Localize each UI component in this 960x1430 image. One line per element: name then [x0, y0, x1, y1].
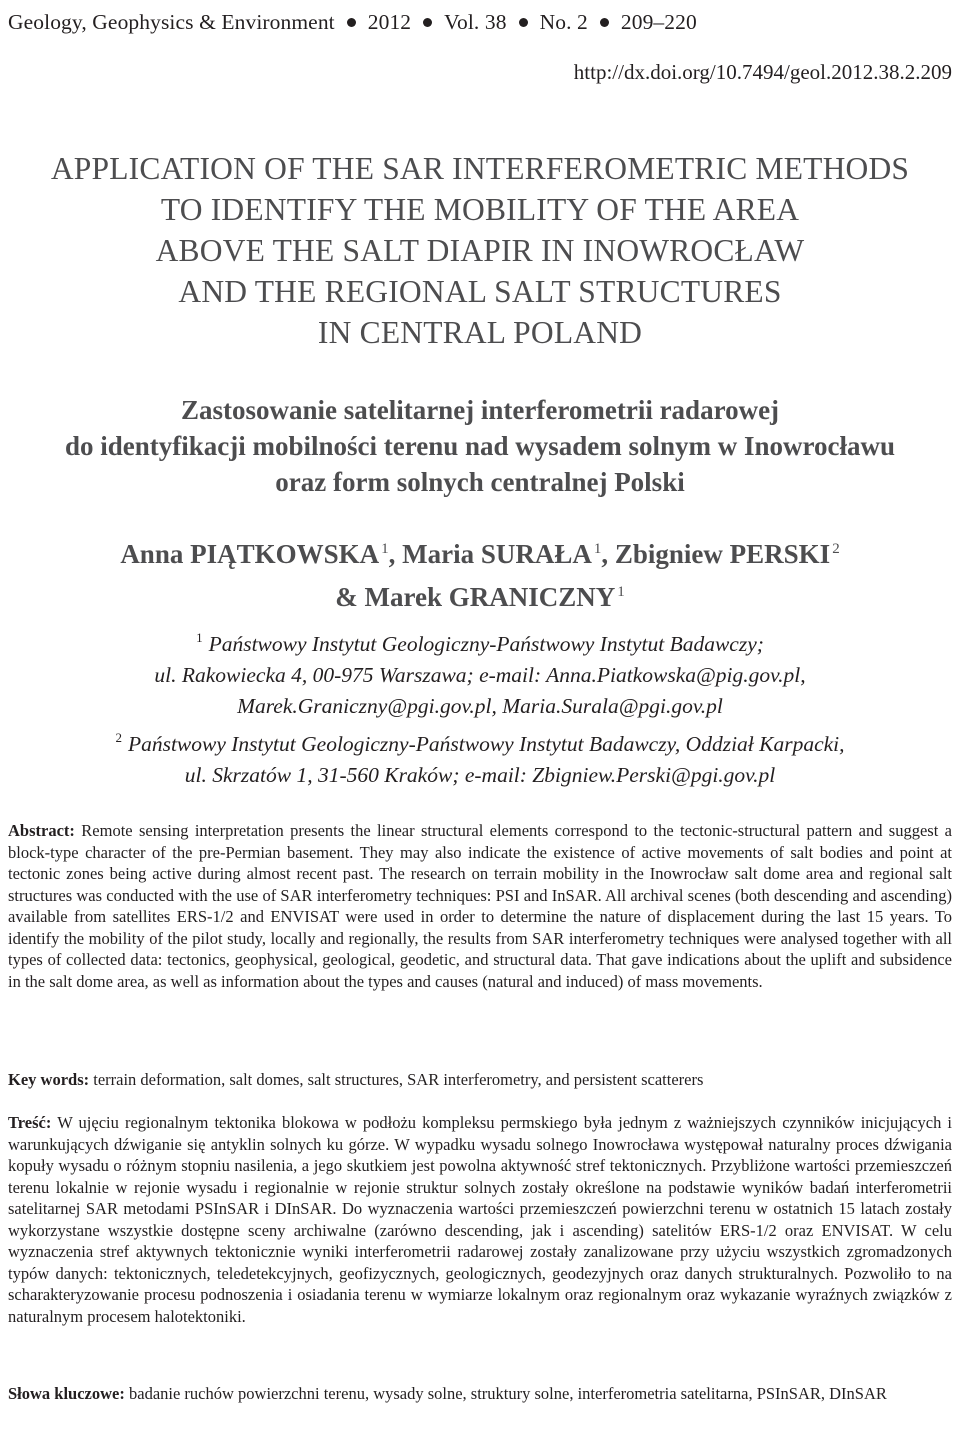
- polish-keywords-text: badanie ruchów powierzchni terenu, wysady solne, struktury solne, interferometria satelitarna, PSInSAR, DInSAR: [129, 1384, 887, 1403]
- journal-pages: 209–220: [620, 10, 697, 34]
- author-name: & Marek GRANICZNY: [335, 582, 616, 612]
- subtitle-line: Zastosowanie satelitarnej interferometrii radarowej: [180, 395, 780, 425]
- title-line: ABOVE THE SALT DIAPIR IN INOWROCŁAW: [155, 233, 805, 268]
- abstract-label: Abstract:: [8, 821, 75, 840]
- author-name: Zbigniew PERSKI: [614, 539, 831, 569]
- title-line: AND THE REGIONAL SALT STRUCTURES: [178, 274, 782, 309]
- bullet-separator: [519, 18, 528, 27]
- keywords-section: [8, 1069, 952, 1091]
- subtitle-line: do identyfikacji mobilności terenu nad wysadem solnym w Inowrocławu: [64, 431, 896, 461]
- polish-abstract-section: [8, 1112, 952, 1327]
- affiliation-mark: 1: [381, 541, 389, 557]
- affiliation-line: ul. Skrzatów 1, 31-560 Kraków; e-mail: Zbigniew.Perski@pgi.gov.pl: [184, 763, 776, 787]
- author-name: Maria SURAŁA: [402, 539, 592, 569]
- author-name: Anna PIĄTKOWSKA: [120, 539, 380, 569]
- bullet-separator: [347, 18, 356, 27]
- journal-header: [8, 10, 697, 35]
- affiliation-number: 2: [115, 730, 122, 745]
- keywords-label: Key words:: [8, 1070, 90, 1089]
- affiliation-line: Państwowy Instytut Geologiczny-Państwowy Instytut Badawczy;: [208, 632, 764, 656]
- abstract-section: [8, 820, 952, 992]
- keywords-text: terrain deformation, salt domes, salt structures, SAR interferometry, and persistent scatterers: [93, 1070, 704, 1089]
- polish-title: [0, 392, 960, 500]
- title-line: APPLICATION OF THE SAR INTERFEROMETRIC METHODS: [50, 151, 910, 186]
- title-line: TO IDENTIFY THE MOBILITY OF THE AREA: [160, 192, 800, 227]
- polish-abstract-text: W ujęciu regionalnym tektonika blokowa w podłożu kompleksu permskiego była jednym z ważniejszych czynników inicjujących i warunkujących dźwiganie się antyklin solnych ku górze. W wypadku wysadu solnego Inowrocława występował naturalny proces dźwigania kopuły wysadu o różnym stopniu nasilenia, a jego skutkiem jest powolna aktywność stref tektonicznych. Przybliżone wartości przemieszczeń terenu lokalnie w rejonie wysadu i regionalnie w rejonie struktur solnych zostały określone na podstawie wyników badań interferometrii satelitarnej SAR metodami PSInSAR i DInSAR. Do wyznaczenia wartości przemieszczeń powierzchni terenu w ostatnich 15 latach zostały wykorzystane wszystkie dostępne sceny archiwalne (zarówno descending, jak i ascending) satelitów ERS-1/2 oraz ENVISAT. W celu wyznaczenia stref aktywnych tektonicznie wyniki interferometrii radarowej zostały zanalizowane przy użyciu wszystkich zgromadzonych typów danych: tektonicznych, teledetekcyjnych, geofizycznych, geologicznych, geodezyjnych oraz danych strukturalnych. Pozwoliło to na scharakteryzowanie procesu podnoszenia i osiadania terenu w wymiarze lokalnym oraz regionalnym oraz wykazanie wyraźnych związków z naturalnym procesem halotektoniki.: [8, 1113, 953, 1326]
- bullet-separator: [600, 18, 609, 27]
- affiliation-line: Marek.Graniczny@pgi.gov.pl, Maria.Surala@pgi.gov.pl: [237, 694, 723, 718]
- subtitle-line: oraz form solnych centralnej Polski: [275, 467, 685, 497]
- paper-title: [0, 148, 960, 353]
- journal-name: Geology, Geophysics & Environment: [8, 10, 335, 34]
- doi-link[interactable]: http://dx.doi.org/10.7494/geol.2012.38.2.209: [573, 60, 952, 84]
- abstract-text: Remote sensing interpretation presents the linear structural elements correspond to the tectonic-structural pattern and suggest a block-type character of the pre-Permian basement. They may also indicate the existence of active movements of salt bodies and point at tectonic zones being active during almost recent past. The research on terrain mobility in the Inowrocław salt dome area and regional salt structures was conducted with the use of SAR interferometry techniques: PSI and InSAR. All archival scenes (both descending and ascending) available from satellites ERS-1/2 and ENVISAT were used in order to determine the nature of displacement during the last 15 years. To identify the mobility of the pilot study, locally and regionally, the results from SAR interferometry techniques were analysed together with all types of collected data: tectonics, geophysical, geological, geodetic, and structural data. That gave indications about the uplift and subsidence in the salt dome area, as well as information about the types and causes (natural and induced) of mass movements.: [8, 821, 953, 991]
- affiliation-mark: 2: [832, 541, 840, 557]
- journal-year: 2012: [367, 10, 412, 34]
- polish-keywords-label: Słowa kluczowe:: [8, 1384, 125, 1403]
- affiliation-line: Państwowy Instytut Geologiczny-Państwowy Instytut Badawczy, Oddział Karpacki,: [127, 732, 845, 756]
- affiliations: [0, 622, 960, 791]
- bullet-separator: [423, 18, 432, 27]
- affiliation-mark: 1: [617, 584, 625, 600]
- polish-abstract-label: Treść:: [8, 1113, 52, 1132]
- polish-keywords-section: [8, 1383, 952, 1405]
- affiliation-line: ul. Rakowiecka 4, 00-975 Warszawa; e-mail: Anna.Piatkowska@pig.gov.pl,: [154, 663, 806, 687]
- author-list: Anna PIĄTKOWSKA $^1$, Maria SURAŁA $^1$, Zbigniew PERSKI $^2$ & Marek GRANICZNY $^1$: [120, 539, 840, 612]
- title-line: IN CENTRAL POLAND: [317, 315, 643, 350]
- affiliation-number: 1: [196, 630, 203, 645]
- journal-volume: Vol. 38: [444, 10, 507, 34]
- affiliation-mark: 1: [593, 541, 602, 557]
- journal-number: No. 2: [539, 10, 588, 34]
